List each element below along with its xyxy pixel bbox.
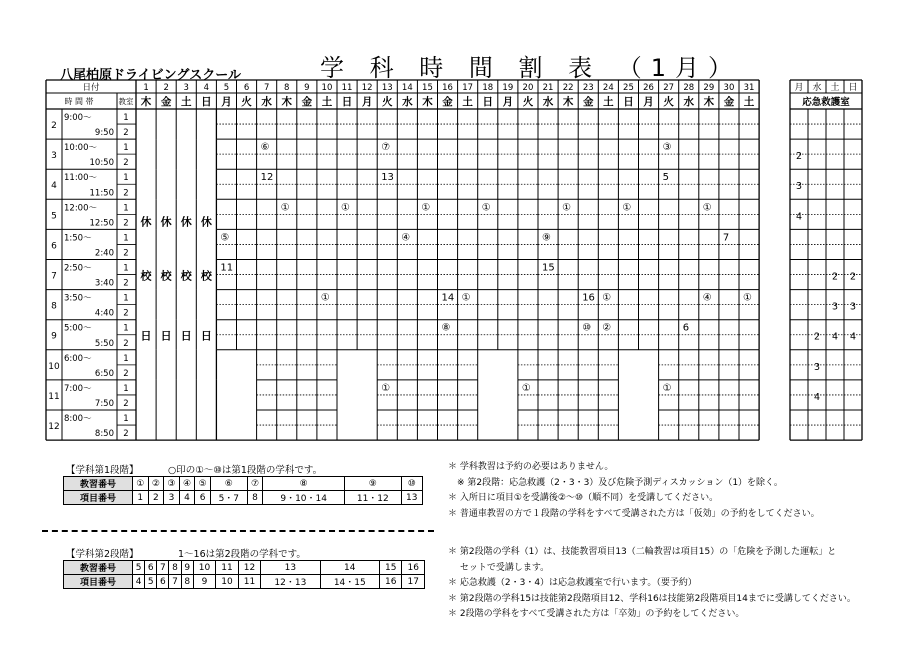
period-number: 9 [51, 331, 57, 342]
holiday-char: 日 [140, 329, 152, 343]
day-number: 14 [401, 83, 413, 93]
item-number-cell: 10 [216, 575, 238, 589]
lesson-entry: ① [320, 292, 330, 304]
period-start: 11:00～ [64, 173, 97, 184]
stage1-note: ○印の①～⑩は第1段階の学科です。 [168, 465, 323, 476]
room-label: 教室 [118, 97, 134, 106]
lesson-entry: ① [602, 292, 612, 304]
day-number: 2 [163, 83, 169, 93]
lesson-number-cell: 9 [181, 561, 193, 575]
day-number: 3 [183, 83, 189, 93]
lesson-entry: ① [702, 202, 712, 214]
lesson-entry: ① [461, 292, 471, 304]
day-number: 11 [341, 83, 353, 93]
room-number: 1 [123, 353, 129, 364]
weekday-label: 火 [241, 96, 252, 108]
lesson-entry: ① [562, 202, 572, 214]
holiday-char: 休 [200, 215, 212, 229]
room-number: 2 [123, 248, 129, 259]
period-number: 11 [48, 391, 60, 402]
stage1-item-row [64, 491, 423, 505]
item-number-cell: 6 [195, 491, 211, 505]
day-number: 17 [462, 83, 474, 93]
emergency-entry: 3 [795, 181, 803, 193]
note-line: ＊ 学科教習は予約の必要はありません。 [448, 462, 614, 472]
item-number-cell: 3 [164, 491, 180, 505]
weekday-label: 土 [462, 96, 473, 108]
lesson-number-cell: ③ [164, 477, 180, 491]
day-number: 13 [381, 83, 393, 93]
holiday-char: 校 [180, 269, 192, 283]
room-number: 2 [123, 338, 129, 349]
weekday-label: 日 [341, 96, 353, 108]
lesson-number-cell: 15 [379, 561, 401, 575]
emergency-entry: 3 [813, 361, 821, 373]
day-number: 12 [361, 83, 373, 93]
emergency-entry: 4 [849, 331, 857, 343]
weekday-label: 土 [603, 96, 614, 108]
stage2-note: 1～16は第2段階の学科です。 [178, 549, 306, 560]
day-number: 8 [284, 83, 290, 93]
period-number: 8 [51, 301, 57, 312]
emergency-entry: 4 [831, 331, 839, 343]
holiday-char: 校 [200, 269, 212, 283]
item-number-cell: 16 [379, 575, 401, 589]
lesson-entry: 14 [441, 292, 455, 304]
item-number-cell: 17 [402, 575, 425, 589]
period-number: 10 [48, 361, 60, 372]
day-number: 18 [482, 83, 494, 93]
day-number: 31 [743, 83, 755, 93]
weekday-label: 土 [743, 96, 755, 108]
day-number: 10 [321, 83, 333, 93]
period-end: 6:50 [94, 368, 114, 379]
lesson-entry: ⑩ [582, 322, 592, 334]
lesson-entry: 15 [542, 262, 555, 274]
emergency-entry: 2 [813, 331, 821, 343]
weekday-label: 火 [663, 96, 674, 108]
emergency-day-label: 土 [830, 83, 840, 93]
day-number: 19 [502, 83, 514, 93]
stage2-item-row [64, 575, 425, 589]
item-number-cell: 12・13 [261, 575, 320, 589]
item-number-cell: 13 [401, 491, 422, 505]
period-start: 7:00～ [64, 383, 92, 394]
room-number: 1 [123, 143, 129, 154]
holiday-char: 休 [160, 215, 172, 229]
room-number: 2 [123, 128, 129, 139]
emergency-entry: 2 [849, 271, 857, 283]
lesson-number-cell: 7 [157, 561, 169, 575]
period-number: 6 [51, 241, 57, 252]
lesson-entry: 11 [220, 262, 234, 274]
item-number-cell: 9・10・14 [263, 491, 345, 505]
lesson-entry: ① [381, 382, 391, 394]
lesson-entry: ① [481, 202, 491, 214]
lesson-entry: ① [662, 382, 672, 394]
weekday-label: 月 [221, 96, 232, 108]
lesson-number-cell: 8 [169, 561, 181, 575]
lesson-number-cell: ⑥ [210, 477, 247, 491]
weekday-label: 水 [542, 96, 554, 108]
item-number-cell: 4 [133, 575, 145, 589]
lesson-number-cell: ④ [179, 477, 195, 491]
lesson-entry: ① [341, 202, 350, 214]
room-number: 2 [123, 218, 129, 229]
note-line: ＊ 普通車教習の方で１段階の学科をすべて受講された方は「仮効」の予約をしてください。 [448, 508, 820, 519]
lesson-number-cell: 11 [216, 561, 238, 575]
room-number: 2 [123, 368, 129, 379]
item-number-cell: 8 [247, 491, 263, 505]
weekday-label: 木 [281, 96, 292, 108]
holiday-char: 日 [200, 329, 212, 343]
day-number: 15 [422, 83, 433, 93]
lesson-number-cell: 5 [133, 561, 145, 575]
day-number: 22 [562, 83, 574, 93]
day-number: 26 [643, 83, 654, 93]
lesson-number-cell: ② [148, 477, 164, 491]
note-line: ＊ 応急救護（2・3・4）は応急救護室で行います。（要予約） [448, 578, 697, 588]
period-start: 1:50～ [64, 233, 92, 244]
weekday-label: 火 [522, 96, 534, 108]
day-number: 24 [602, 83, 614, 93]
holiday-char: 休 [140, 215, 152, 229]
day-number: 29 [703, 83, 715, 93]
emergency-entry: 4 [795, 211, 803, 223]
item-number-cell: 1 [133, 491, 149, 505]
lesson-entry: 7 [722, 232, 730, 244]
room-number: 1 [123, 414, 129, 424]
holiday-char: 校 [140, 269, 152, 283]
room-number: 1 [123, 173, 129, 184]
emergency-day-label: 月 [794, 83, 804, 93]
item-number-cell: 2 [148, 491, 164, 505]
room-number: 1 [123, 113, 129, 123]
lesson-entry: ⑥ [260, 142, 270, 154]
period-start: 12:00～ [64, 203, 97, 214]
room-number: 2 [123, 429, 129, 440]
lesson-entry: 6 [682, 322, 690, 334]
period-number: 7 [51, 271, 57, 282]
weekday-label: 日 [623, 96, 634, 108]
lesson-number-cell: ⑦ [247, 477, 263, 491]
item-number-cell: 11 [238, 575, 260, 589]
lesson-number-cell: ⑨ [345, 477, 401, 491]
day-number: 21 [542, 83, 554, 93]
day-number: 16 [442, 83, 453, 93]
lesson-entry: ④ [401, 232, 411, 244]
stage1-row2-label: 項目番号 [64, 491, 133, 505]
lesson-number-cell: 13 [261, 561, 320, 575]
day-number: 25 [623, 83, 634, 93]
day-number: 7 [263, 83, 270, 93]
item-number-cell: 14・15 [320, 575, 379, 589]
stage2-row2-label: 項目番号 [64, 575, 133, 589]
day-number: 28 [683, 83, 695, 93]
room-number: 2 [123, 158, 129, 169]
note-line: ＊ 第2段階の学科15は技能第2段階項目12、学科16は技能第2段階項目14までに受講してください。 [448, 593, 856, 604]
period-end: 3:40 [94, 278, 114, 289]
room-number: 1 [123, 233, 129, 244]
emergency-day-label: 日 [848, 83, 858, 93]
lesson-entry: ① [521, 382, 531, 394]
weekday-label: 木 [140, 96, 152, 108]
lesson-number-cell: 12 [238, 561, 260, 575]
emergency-entry: 4 [813, 391, 821, 403]
day-number: 20 [522, 83, 534, 93]
period-start: 2:50～ [64, 263, 92, 274]
room-number: 1 [123, 293, 129, 304]
lesson-number-cell: 6 [145, 561, 157, 575]
period-number: 4 [51, 181, 57, 192]
day-number: 1 [143, 83, 149, 93]
day-number: 5 [223, 83, 230, 93]
lesson-entry: ① [743, 292, 752, 304]
item-number-cell: 5・7 [210, 491, 247, 505]
period-start: 10:00～ [64, 143, 97, 154]
section-divider [42, 530, 434, 532]
period-end: 8:50 [94, 429, 114, 440]
lesson-number-cell: ① [133, 477, 149, 491]
lesson-entry: ② [602, 322, 612, 334]
date-label: 日付 [82, 83, 100, 93]
weekday-label: 木 [562, 96, 574, 108]
lesson-number-cell: 14 [320, 561, 379, 575]
room-number: 2 [123, 308, 129, 319]
weekday-label: 水 [261, 96, 272, 108]
weekday-label: 金 [723, 96, 735, 108]
period-end: 12:50 [89, 218, 114, 229]
period-end: 5:50 [94, 338, 114, 349]
lesson-entry: ⑦ [381, 142, 391, 154]
period-number: 12 [48, 422, 60, 432]
room-number: 1 [123, 383, 129, 394]
emergency-room-label: 応急救護室 [802, 97, 850, 108]
lesson-entry: ⑧ [441, 322, 451, 334]
lesson-entry: ⑨ [542, 232, 551, 244]
item-number-cell: 4 [179, 491, 195, 505]
weekday-label: 日 [482, 96, 493, 108]
weekday-label: 金 [583, 96, 594, 108]
day-number: 30 [723, 83, 735, 93]
period-start: 8:00～ [64, 414, 92, 424]
weekday-label: 土 [321, 96, 333, 108]
holiday-char: 校 [160, 269, 172, 283]
stage2-heading: 【学科第2段階】 [66, 549, 139, 560]
note-line: ※ 第2段階：応急救護（2・3・3）及び危険予測ディスカッション（1）を除く。 [448, 477, 783, 488]
item-number-cell: 9 [193, 575, 215, 589]
lesson-entry: 13 [381, 172, 394, 184]
note-line: ＊ 第2段階の学科（1）は、技能教習項目13（二輪教習は項目15）の「危険を予測した運転」と [448, 547, 837, 557]
period-end: 11:50 [89, 188, 114, 199]
item-number-cell: 7 [169, 575, 181, 589]
room-number: 2 [123, 188, 129, 199]
emergency-entry: 2 [831, 271, 839, 283]
item-number-cell: 6 [157, 575, 169, 589]
lesson-number-cell: ⑧ [263, 477, 345, 491]
weekday-label: 木 [703, 96, 715, 108]
stage2-table [63, 560, 425, 589]
lesson-entry: 12 [260, 172, 274, 184]
holiday-char: 休 [180, 215, 192, 229]
period-start: 5:00～ [64, 323, 92, 334]
weekday-label: 木 [422, 96, 433, 108]
school-name: 八尾柏原ドライビングスクール [60, 68, 241, 83]
room-number: 2 [123, 398, 129, 409]
lesson-entry: 16 [582, 292, 595, 304]
day-number: 27 [663, 83, 675, 93]
lesson-number-cell: 10 [193, 561, 215, 575]
day-number: 23 [582, 83, 594, 93]
period-number: 3 [51, 151, 57, 162]
period-start: 6:00～ [64, 353, 92, 364]
weekday-label: 水 [683, 96, 694, 108]
stage1-table [63, 476, 423, 505]
note-line: セットで受講します。 [448, 562, 550, 573]
room-number: 1 [123, 323, 129, 334]
day-number: 9 [304, 83, 310, 93]
holiday-char: 日 [180, 329, 192, 343]
note-line: ＊ 2段階の学科をすべて受講された方は「卒効」の予約をしてください。 [448, 609, 745, 619]
weekday-label: 火 [382, 96, 393, 108]
weekday-label: 月 [643, 96, 654, 108]
weekday-label: 日 [201, 96, 212, 108]
room-number: 2 [123, 278, 129, 289]
period-end: 9:50 [94, 128, 114, 139]
lesson-entry: ③ [662, 142, 672, 154]
weekday-label: 土 [181, 96, 192, 108]
lesson-entry: ① [421, 202, 431, 214]
room-number: 1 [123, 263, 129, 274]
emergency-day-label: 水 [812, 83, 822, 93]
item-number-cell: 11・12 [345, 491, 401, 505]
period-end: 2:40 [94, 248, 114, 259]
period-start: 9:00～ [64, 113, 92, 123]
weekday-label: 月 [361, 96, 373, 108]
weekday-label: 金 [301, 96, 313, 108]
day-number: 4 [203, 83, 210, 93]
weekday-label: 月 [502, 96, 514, 108]
lesson-number-cell: ⑩ [401, 477, 422, 491]
period-end: 10:50 [89, 158, 114, 169]
note-line: ＊ 入所日に項目①を受講後②～⑩（順不同）を受講してください。 [448, 493, 719, 503]
period-label: 時 間 帯 [64, 97, 94, 106]
emergency-entry: 3 [849, 301, 857, 313]
period-end: 4:40 [94, 308, 114, 319]
lesson-entry: ① [280, 202, 290, 214]
day-number: 6 [243, 83, 250, 93]
lesson-number-cell: ⑤ [195, 477, 211, 491]
stage2-row1-label: 教習番号 [64, 561, 133, 575]
lesson-entry: 5 [662, 172, 669, 184]
holiday-char: 日 [160, 329, 172, 343]
period-start: 3:50～ [64, 293, 92, 304]
emergency-entry: 3 [831, 301, 839, 313]
stage1-row1-label: 教習番号 [64, 477, 133, 491]
lesson-entry: ④ [702, 292, 712, 304]
stage1-lesson-row [64, 477, 423, 491]
page-title: 学 科 時 間 割 表 （1月） [320, 54, 742, 82]
weekday-label: 金 [442, 96, 453, 108]
item-number-cell: 5 [145, 575, 157, 589]
stage1-heading: 【学科第1段階】 [66, 465, 139, 476]
room-number: 1 [123, 203, 129, 214]
lesson-entry: ⑤ [220, 232, 230, 244]
period-number: 2 [51, 121, 57, 131]
lesson-entry: ① [622, 202, 632, 214]
notes-stage2 [448, 545, 856, 623]
notes-stage1 [448, 460, 820, 522]
weekday-label: 金 [160, 96, 172, 108]
item-number-cell: 8 [181, 575, 193, 589]
lesson-number-cell: 16 [402, 561, 425, 575]
period-end: 7:50 [94, 398, 114, 409]
emergency-entry: 2 [795, 151, 803, 163]
stage2-lesson-row [64, 561, 425, 575]
period-number: 5 [51, 211, 57, 222]
weekday-label: 水 [402, 96, 413, 108]
